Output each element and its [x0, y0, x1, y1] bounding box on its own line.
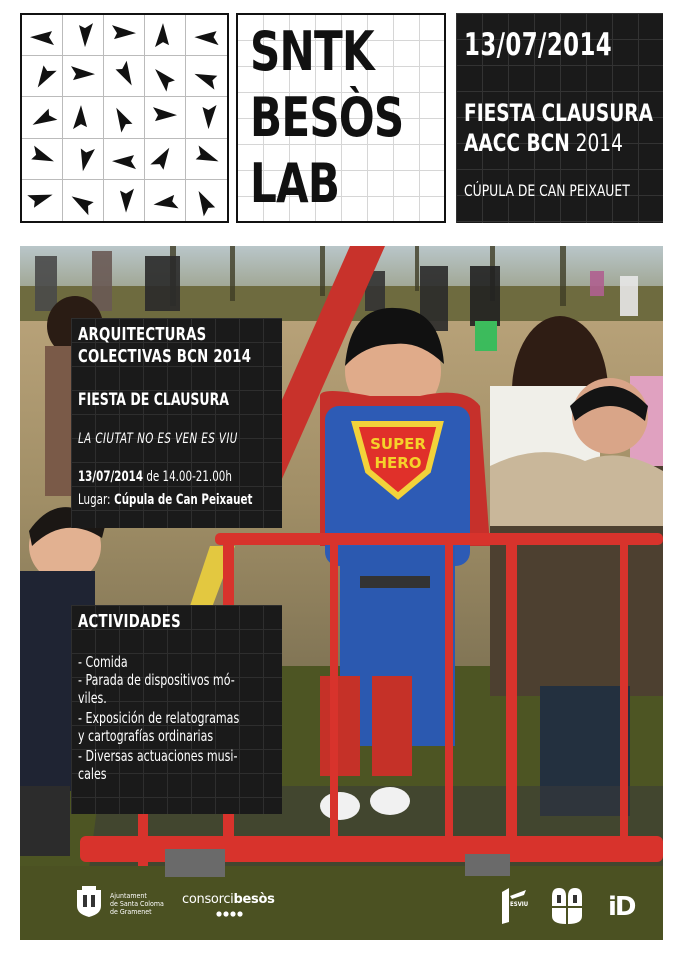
info-place-line: [78, 492, 252, 508]
arrow-icon: [104, 15, 145, 56]
arrow-icon: [63, 15, 104, 56]
arrow-icon: [145, 139, 186, 180]
arrow-icon: [63, 97, 104, 138]
esviu-label: ESVIU: [510, 901, 529, 908]
arrow-icon: [104, 139, 145, 180]
shirt-text-1: SUPER: [370, 435, 426, 453]
event-date: 13/07/2014: [464, 27, 613, 63]
logo-consorci-besos: [182, 892, 275, 907]
arrow-icon: [186, 56, 227, 97]
arrow-icon: [186, 139, 227, 180]
arrow-icon: [145, 180, 186, 221]
santa-coloma-shield-icon: [74, 886, 104, 918]
info-date-line: [78, 469, 232, 485]
id-label: iD: [608, 892, 635, 922]
arrow-icon: [63, 180, 104, 221]
arrow-icon: [22, 180, 63, 221]
consorci-light: consorci: [182, 892, 234, 907]
activity-line: - Comida: [78, 653, 128, 671]
aacc-logo-icon: [550, 886, 584, 926]
activities-panel: [71, 605, 282, 814]
info-date: 13/07/2014: [78, 469, 144, 485]
arrow-icon: [63, 139, 104, 180]
arrow-icon: [104, 180, 145, 221]
info-subheading: FIESTA DE CLAUSURA: [78, 390, 229, 410]
title-line-1: SNTK: [250, 20, 374, 83]
event-title-bold: AACC BCN: [464, 129, 570, 157]
arrow-icon: [186, 97, 227, 138]
arrow-icon: [22, 139, 63, 180]
info-place: Cúpula de Can Peixauet: [110, 492, 253, 508]
arrow-icon: [145, 56, 186, 97]
logo-id: [608, 892, 635, 922]
activities-heading: ACTIVIDADES: [78, 611, 181, 632]
event-title-line1: FIESTA CLAUSURA: [464, 99, 653, 127]
event-block: [456, 13, 663, 223]
event-title-year: 2014: [569, 129, 623, 157]
event-venue: CÚPULA DE CAN PEIXAUET: [464, 181, 630, 200]
info-place-label: Lugar:: [78, 492, 111, 508]
santa-coloma-line1: Ajuntament: [110, 892, 147, 900]
arrow-icon: [145, 15, 186, 56]
event-title-line2: [464, 129, 623, 157]
lab-title-block: [236, 13, 446, 223]
consorci-bold: besòs: [233, 892, 275, 907]
activity-line: - Parada de dispositivos mó-: [78, 671, 235, 689]
title-line-3: LAB: [250, 152, 340, 215]
arrow-icon: [63, 56, 104, 97]
arrow-icon: [186, 180, 227, 221]
consorci-dots-icon: [214, 910, 254, 918]
arrow-icon: [145, 97, 186, 138]
activity-line: y cartografías ordinarias: [78, 727, 214, 745]
activity-line: viles.: [78, 689, 107, 707]
activity-line: - Exposición de relatogramas: [78, 709, 240, 727]
arrow-icon: [22, 15, 63, 56]
santa-coloma-line3: de Gramenet: [110, 908, 152, 916]
event-info-panel: [71, 318, 282, 528]
title-line-2: BESÒS: [250, 86, 404, 149]
activity-line: - Diversas actuaciones musi-: [78, 747, 238, 765]
arrow-pattern-grid: [20, 13, 229, 223]
activity-line: cales: [78, 765, 107, 783]
info-heading-line1: ARQUITECTURAS: [78, 324, 207, 345]
arrow-icon: [186, 15, 227, 56]
shirt-text-2: HERO: [374, 454, 422, 472]
info-time: de 14.00-21.00h: [143, 469, 232, 485]
arrow-icon: [104, 56, 145, 97]
arrow-icon: [22, 56, 63, 97]
arrow-icon: [22, 97, 63, 138]
info-heading-line2: COLECTIVAS BCN 2014: [78, 346, 252, 367]
santa-coloma-line2: de Santa Coloma: [110, 900, 164, 908]
arrow-icon: [104, 97, 145, 138]
info-motto: LA CIUTAT NO ES VEN ES VIU: [78, 431, 238, 447]
